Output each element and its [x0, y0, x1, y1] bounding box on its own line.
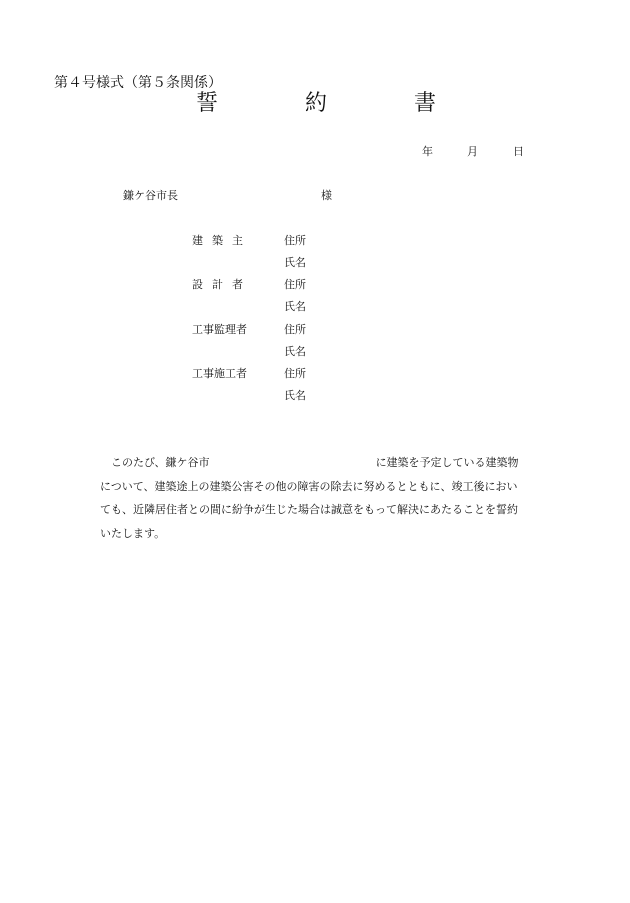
builder-address-label: 住所: [284, 234, 306, 247]
builder-name-label: 氏名: [284, 256, 306, 269]
supervisor-name-label: 氏名: [284, 345, 306, 358]
month-label: 月: [467, 145, 478, 158]
day-label: 日: [513, 145, 524, 158]
pledge-body: [100, 451, 530, 545]
title-char-3: 書: [414, 91, 437, 116]
designer-name-label: 氏名: [284, 300, 306, 313]
party-role-builder: 建築主: [192, 234, 252, 247]
body-line-2: について、建築途上の建築公害その他の障害の除去に努めるとともに、竣工後におい: [100, 479, 518, 493]
contractor-address-label: 住所: [284, 367, 306, 380]
title-char-1: 誓: [196, 91, 219, 116]
document-title: [0, 86, 630, 120]
body-line-1-end: に建築を予定している建築物: [375, 456, 519, 469]
body-line-1-start: このたび、鎌ケ谷市: [111, 456, 210, 469]
title-char-2: 約: [305, 91, 328, 116]
party-role-supervisor: 工事監理者: [192, 323, 247, 336]
designer-address-label: 住所: [284, 278, 306, 291]
year-label: 年: [422, 145, 433, 158]
party-role-contractor: 工事施工者: [192, 367, 247, 380]
body-line-4: いたします。: [100, 526, 166, 540]
form-number: 第４号様式（第５条関係）: [54, 75, 222, 91]
supervisor-address-label: 住所: [284, 323, 306, 336]
addressee-honorific: 様: [321, 189, 332, 202]
contractor-name-label: 氏名: [284, 389, 306, 402]
body-line-1: [100, 451, 530, 475]
addressee-name: 鎌ケ谷市長: [123, 189, 178, 202]
body-line-3: ても、近隣居住者との間に紛争が生じた場合は誠意をもって解決にあたることを誓約: [100, 503, 518, 516]
party-role-designer: 設計者: [192, 278, 252, 291]
